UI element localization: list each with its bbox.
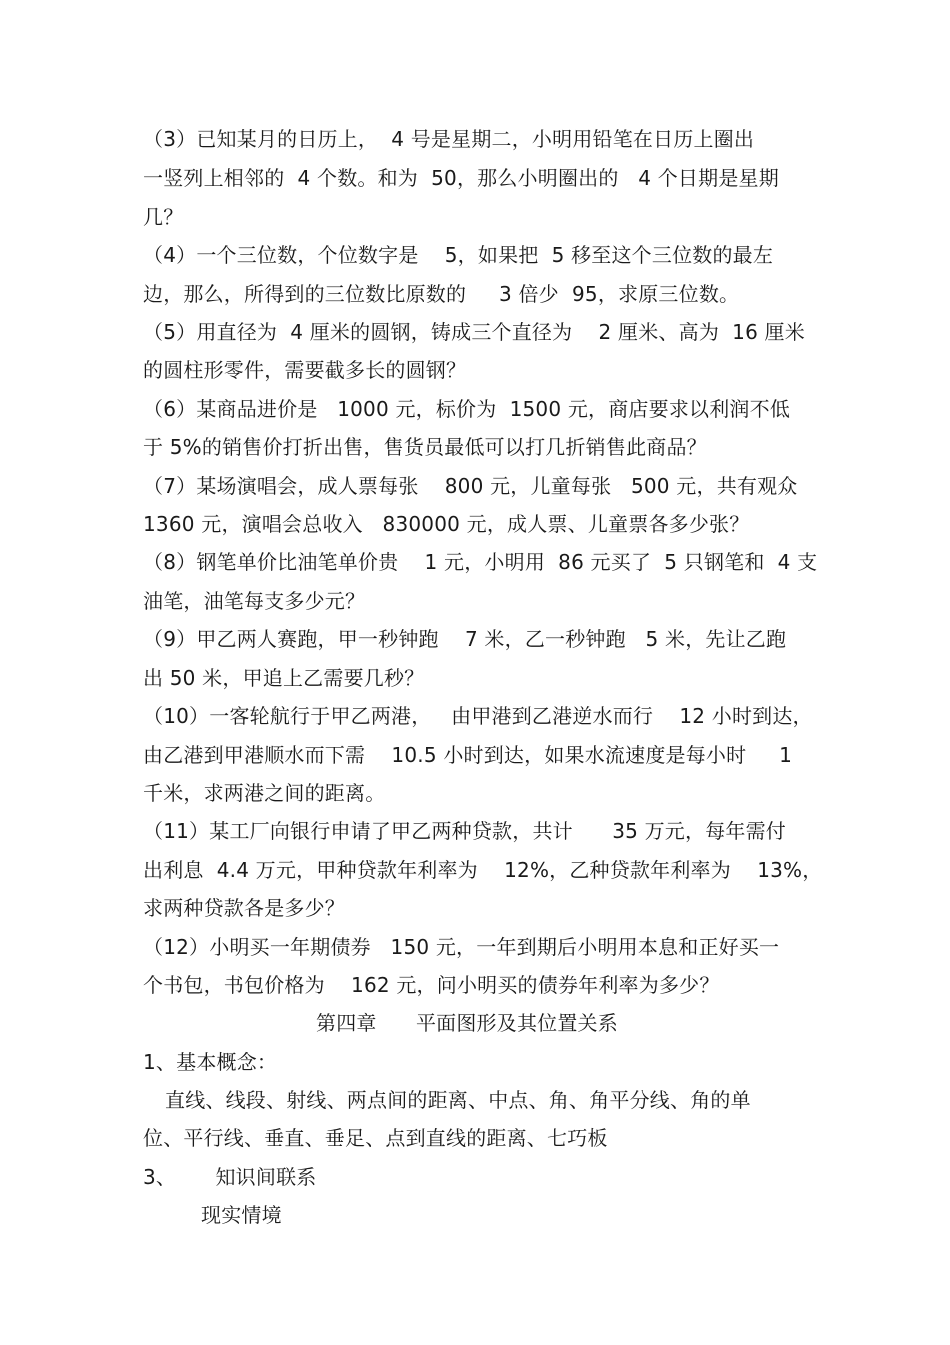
text-line: 的圆柱形零件，需要截多长的圆钢？ [143, 358, 467, 382]
text-line: 1360 元，演唱会总收入 830000 元，成人票、儿童票各多少张？ [143, 512, 750, 536]
chapter-heading: 第四章 平面图形及其位置关系 [316, 1011, 618, 1035]
text-line: 位、平行线、垂直、垂足、点到直线的距离、七巧板 [143, 1126, 608, 1150]
text-line: （12）小明买一年期债券 150 元，一年到期后小明用本息和正好买一 [143, 935, 780, 959]
text-line: （6）某商品进价是 1000 元，标价为 1500 元，商店要求以利润不低 [143, 397, 791, 421]
text-line: （7）某场演唱会，成人票每张 800 元，儿童每张 500 元，共有观众 [143, 474, 798, 498]
text-line: （11）某工厂向银行申请了甲乙两种贷款，共计 35 万元，每年需付 [143, 819, 786, 843]
text-line: 于 5%的销售价打折出售，售货员最低可以打几折销售此商品？ [143, 435, 707, 459]
text-line: 边，那么，所得到的三位数比原数的 3 倍少 95，求原三位数。 [143, 282, 740, 306]
text-line: 几？ [143, 205, 184, 229]
text-line: （8）钢笔单价比油笔单价贵 1 元，小明用 86 元买了 5 只钢笔和 4 支 [143, 550, 818, 574]
text-line: 出 50 米，甲追上乙需要几秒？ [143, 666, 425, 690]
text-line: 千米，求两港之间的距离。 [143, 781, 386, 805]
text-line: （4）一个三位数，个位数字是 5，如果把 5 移至这个三位数的最左 [143, 243, 774, 267]
text-line: 现实情境 [201, 1203, 282, 1227]
text-line: （9）甲乙两人赛跑，甲一秒钟跑 7 米，乙一秒钟跑 5 米，先让乙跑 [143, 627, 787, 651]
text-line: 直线、线段、射线、两点间的距离、中点、角、角平分线、角的单 [165, 1088, 751, 1112]
text-line: 出利息 4.4 万元，甲种贷款年利率为 12%，乙种贷款年利率为 13%， [143, 858, 823, 882]
text-line: （10）一客轮航行于甲乙两港， 由甲港到乙港逆水而行 12 小时到达， [143, 704, 813, 728]
text-line: 求两种贷款各是多少？ [143, 896, 345, 920]
text-line: 一竖列上相邻的 4 个数。和为 50，那么小明圈出的 4 个日期是星期 [143, 166, 779, 190]
text-line: （3）已知某月的日历上， 4 号是星期二，小明用铅笔在日历上圈出 [143, 127, 755, 151]
text-line: 油笔，油笔每支多少元？ [143, 589, 366, 613]
section-heading: 3、 知识间联系 [143, 1165, 317, 1189]
text-line: 个书包，书包价格为 162 元，问小明买的债券年利率为多少？ [143, 973, 720, 997]
text-line: 由乙港到甲港顺水而下需 10.5 小时到达，如果水流速度是每小时 1 [143, 743, 793, 767]
text-line: （5）用直径为 4 厘米的圆钢，铸成三个直径为 2 厘米、高为 16 厘米 [143, 320, 805, 344]
section-heading: 1、基本概念： [143, 1050, 278, 1074]
